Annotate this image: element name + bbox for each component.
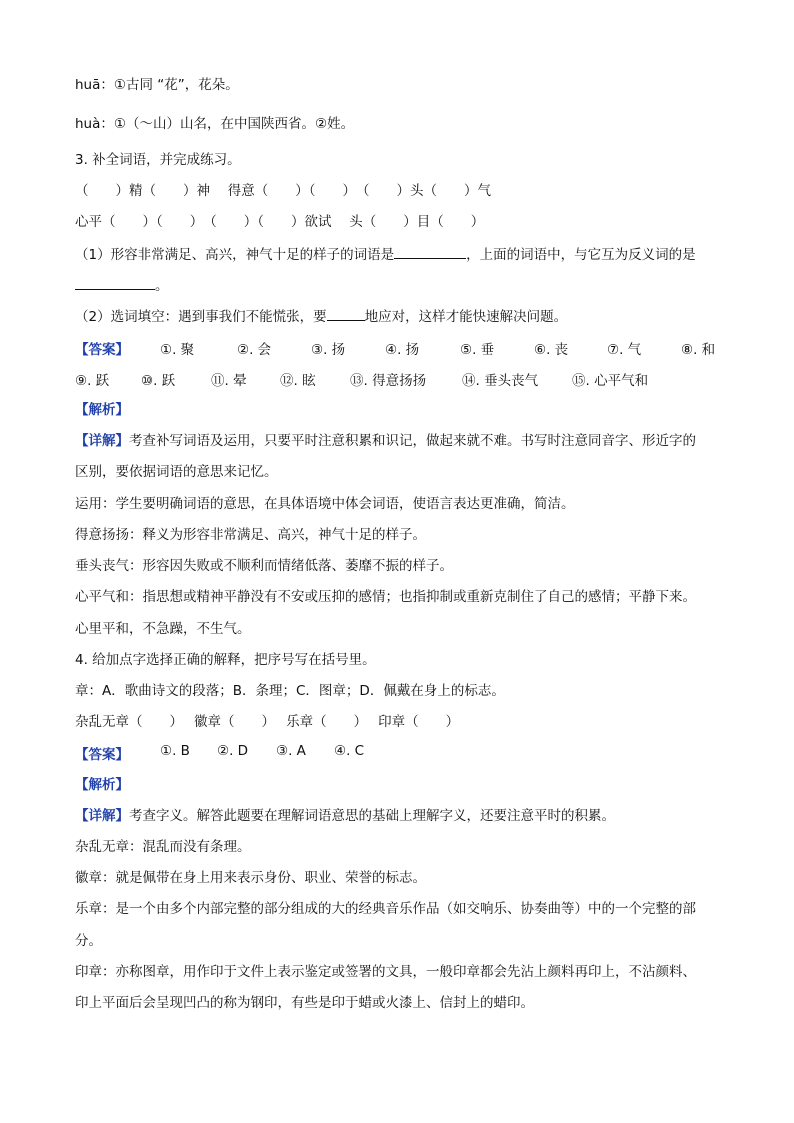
q4-answer-1: ①. B (160, 743, 190, 759)
yinzhang-line: 印章：亦称图章，用作印于文件上表示鉴定或签署的文具，一般印章都会先沾上颜料再印上，不沾颜料、 (75, 964, 696, 980)
hua1-line: huā：①古同 “花”，花朵。 (75, 77, 239, 93)
q4-row: 杂乱无章（ ） 徽章（ ） 乐章（ ） 印章（ ） (75, 714, 460, 730)
q3-sub1 (75, 244, 696, 265)
q3-detail-text: 考查补写词语及运用，只要平时注意积累和识记，做起来就不难。书写时注意同音字、形近字的 (129, 433, 696, 449)
answer-label: 【答案】 (75, 342, 129, 358)
yunyong-line: 运用：学生要明确词语的意思，在具体语境中体会词语，使语言表达更准确，简洁。 (75, 496, 575, 512)
yuezhang-line: 乐章：是一个由多个内部完整的部分组成的大的经典音乐作品（如交响乐、协奏曲等）中的一个完整的部 (75, 901, 696, 917)
xinping-line-2: 心里平和，不急躁，不生气。 (75, 621, 251, 637)
q4-answer-label: 【答案】 (75, 747, 129, 763)
q3-answer-6: ⑥. 丧 (534, 342, 569, 358)
q4-detail (75, 806, 615, 826)
blank-underline (327, 306, 365, 321)
q3-row1: （ ）精（ ）神 得意（ ）（ ） （ ）头（ ）气 (75, 183, 492, 199)
q3-answer-12: ⑫. 眩 (280, 373, 316, 389)
q4-answer-3: ③. A (276, 743, 306, 759)
zaluan-line: 杂乱无章：混乱而没有条理。 (75, 839, 251, 855)
q3-detail-2: 区别，要依据词语的意思来记忆。 (75, 464, 278, 480)
q4-answer-2: ②. D (217, 743, 249, 759)
q3-answer-1: ①. 聚 (160, 342, 195, 358)
q4-detail-text: 考查字义。解答此题要在理解词语意思的基础上理解字义，还要注意平时的积累。 (129, 808, 615, 824)
blank-underline (75, 275, 155, 290)
q3-sub1-cont (75, 275, 169, 296)
q3-sub2 (75, 306, 567, 327)
yinzhang-line-2: 印上平面后会呈现凹凸的称为钢印，有些是印于蜡或火漆上、信封上的蜡印。 (75, 995, 534, 1011)
q3-answer-11: ⑪. 晕 (211, 373, 247, 389)
detail-label: 【详解】 (75, 433, 129, 449)
blank-underline (394, 244, 466, 259)
q3-answer-7: ⑦. 气 (607, 342, 642, 358)
q3-answer-15: ⑮. 心平气和 (572, 373, 649, 389)
q3-title: 3. 补全词语，并完成练习。 (75, 152, 241, 168)
deyi-line: 得意扬扬：释义为形容非常满足、高兴，神气十足的样子。 (75, 527, 426, 543)
q3-answer-13: ⑬. 得意扬扬 (350, 373, 427, 389)
q3-answer-10: ⑩. 跃 (141, 373, 176, 389)
q4-analysis-label: 【解析】 (75, 777, 129, 793)
q3-answer-3: ③. 扬 (311, 342, 346, 358)
q4-title: 4. 给加点字选择正确的解释，把序号写在括号里。 (75, 652, 376, 668)
q4-answer-4: ④. C (334, 743, 365, 759)
q3-answer-2: ②. 会 (237, 342, 272, 358)
detail-label: 【详解】 (75, 808, 129, 824)
q3-answer-8: ⑧. 和 (681, 342, 716, 358)
q3-row2: 心平（ ）（ ） （ ）（ ）欲试 头（ ）目（ ） (75, 214, 485, 230)
q3-answer-4: ④. 扬 (385, 342, 420, 358)
q3-analysis-label: 【解析】 (75, 402, 129, 418)
yuezhang-line-2: 分。 (75, 933, 102, 949)
q3-sub1-text-b: ，上面的词语中，与它互为反义词的是 (466, 247, 696, 263)
q3-sub1-text-c: 。 (155, 278, 169, 294)
q3-sub2-text-b: 地应对，这样才能快速解决问题。 (364, 309, 568, 325)
q3-answer-14: ⑭. 垂头丧气 (462, 373, 539, 389)
q3-detail (75, 431, 696, 451)
q3-sub2-text-a: （2）选词填空：遇到事我们不能慌张，要 (75, 309, 327, 325)
xinping-line: 心平气和：指思想或精神平静没有不安或压抑的感情；也指抑制或重新克制住了自己的感情；平静下来。 (75, 589, 696, 605)
huizhang-line: 徽章：就是佩带在身上用来表示身份、职业、荣誉的标志。 (75, 870, 426, 886)
q3-sub1-text-a: （1）形容非常满足、高兴，神气十足的样子的词语是 (75, 247, 395, 263)
hua4-line: huà：①（～山）山名，在中国陕西省。②姓。 (75, 116, 355, 132)
q3-answer-5: ⑤. 垂 (460, 342, 495, 358)
zhang-definition: 章：A．歌曲诗文的段落；B．条理；C．图章；D．佩戴在身上的标志。 (75, 683, 505, 699)
chuitou-line: 垂头丧气：形容因失败或不顺利而情绪低落、萎靡不振的样子。 (75, 558, 453, 574)
q3-answer-9: ⑨. 跃 (75, 373, 110, 389)
q3-answer-label-text (75, 338, 129, 358)
